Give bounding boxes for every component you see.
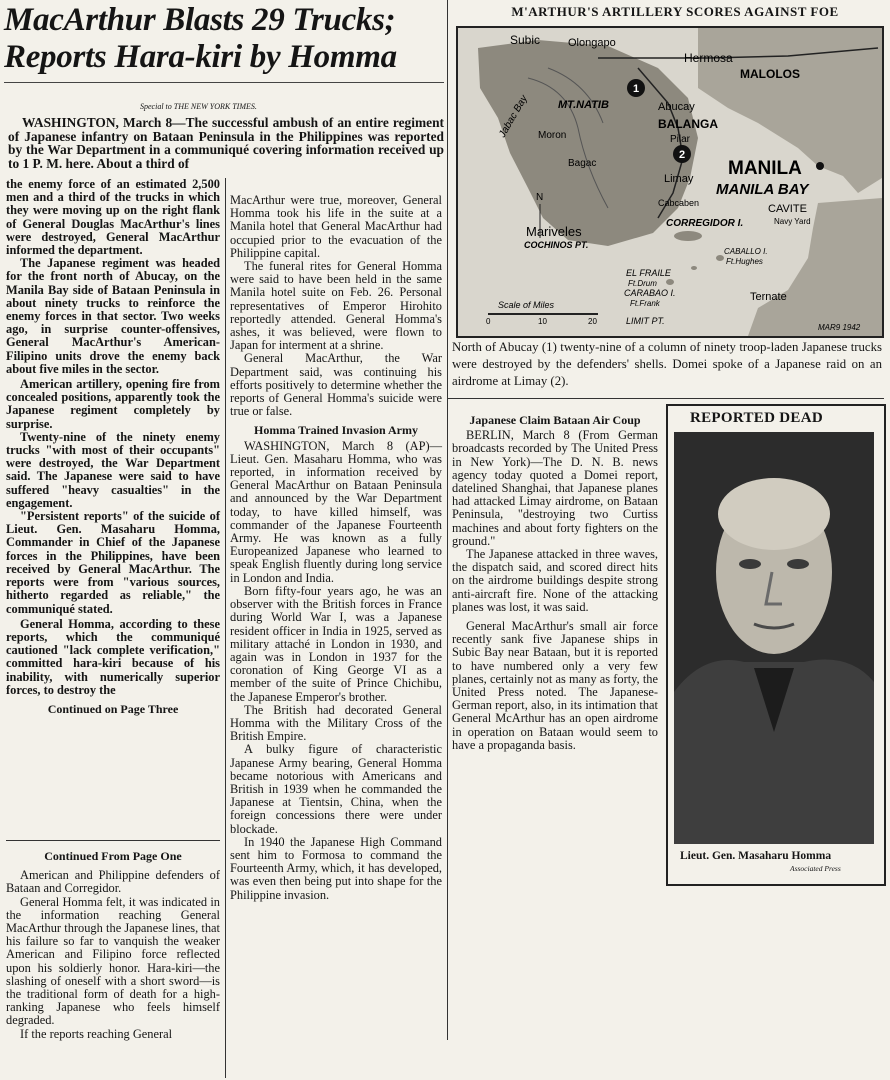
col1-paragraph-7: American and Philippine defenders of Bataan and Corregidor.	[6, 868, 220, 896]
label-bagac: Bagac	[568, 158, 597, 169]
headline-line-1: MacArthur Blasts 29 Trucks;	[4, 2, 396, 38]
special-credit: Special to THE NEW YORK TIMES.	[140, 102, 257, 111]
label-ftdrum: Ft.Drum	[628, 279, 657, 288]
lead-text: —The successful ambush of an entire regiment of Japanese infantry on Bataan Peninsula in the Philippines was reported by the War Department in a communiqué covering information received up to 1 P. M. here. About a third of	[8, 115, 444, 171]
col2-paragraph-4: WASHINGTON, March 8 (AP)—Lieut. Gen. Masaharu Homma, who was reported, in information received by General MacArthur on Bataan Peninsula and announced by the War Department today, to have killed himself, was commander of the Japanese Fourteenth Army. He was known as a fully Europeanized Japanese who learned to speak English fluently during long service in London and India.	[230, 438, 442, 585]
corregidor-island	[674, 231, 702, 241]
right-eye	[787, 559, 809, 569]
col3-paragraph-2: The Japanese attacked in three waves, the dispatch said, and scored direct hits on the airdrome buildings despite strong anti-aircraft fire. None of the attacking planes was lost, it was said.	[452, 547, 658, 614]
photo-caption: Lieut. Gen. Masaharu Homma	[680, 850, 832, 862]
label-subic: Subic	[510, 33, 541, 47]
label-cabcaben: Cabcaben	[658, 198, 700, 208]
col2-paragraph-3: General MacArthur, the War Department said, was continuing his efforts positively to determine whether the reports of General Homma's suicide were true or false.	[230, 351, 442, 419]
label-jabac: Jabac Bay	[497, 93, 530, 140]
marker-1-label: 1	[632, 83, 640, 95]
col2-paragraph-8: In 1940 the Japanese High Command sent him to Formosa to command the Fourteenth Army, which, it has developed, was even then being put into shape for the Philippine invasion.	[230, 834, 442, 902]
column-2	[230, 194, 442, 902]
marker-2-label: 2	[678, 149, 686, 161]
continued-on-label: Continued on Page Three	[47, 701, 179, 716]
label-corregidor: CORREGIDOR I.	[666, 218, 744, 229]
map-caption: North of Abucay (1) twenty-nine of a column of ninety troop-laden Japanese trucks were destroyed by the defenders' shells. Domei spoke of a Japanese raid on an airdrome at Limay (2).	[452, 340, 882, 388]
label-moron: Moron	[538, 130, 567, 141]
label-limay: Limay	[664, 173, 694, 185]
label-north: N	[536, 192, 544, 203]
label-cavite: CAVITE	[768, 203, 807, 215]
label-pilar: Pilar	[670, 134, 691, 145]
label-navy-yard: Navy Yard	[774, 217, 811, 226]
label-mariveles: Mariveles	[526, 224, 582, 239]
label-map-date: MAR9 1942	[818, 323, 861, 332]
portrait-graphic	[674, 432, 874, 844]
scale-tick-0: 0	[486, 317, 491, 326]
label-abucay: Abucay	[658, 101, 695, 113]
col2-paragraph-6: The British had decorated General Homma with the Military Cross of the British Empire.	[230, 702, 442, 744]
photo-credit: Associated Press	[790, 864, 841, 873]
headline-rule	[4, 82, 444, 83]
label-olongapo: Olongapo	[568, 37, 616, 49]
label-ternate: Ternate	[750, 291, 787, 303]
col1-paragraph-3: American artillery, opening fire from concealed positions, apparently took the Japanese regiment completely by surprise.	[6, 377, 220, 431]
col1-paragraph-8: General Homma felt, it was indicated in the information reaching General MacArthur through the Japanese lines, that his failure so far to vanquish the weaker American and Filipino force reflected upon his soldierly honor. Hara-kiri—the slashing of oneself with a short sword—is the traditional form of death for a high-ranking Japanese who feels himself degraded.	[6, 894, 220, 1028]
column-1-top	[6, 178, 220, 718]
label-scale: Scale of Miles	[498, 300, 555, 310]
homma-portrait	[674, 432, 874, 844]
scale-tick-20: 20	[588, 317, 597, 326]
label-hermosa: Hermosa	[684, 51, 733, 65]
label-ftfrank: Ft.Frank	[630, 299, 660, 308]
column-1-bottom	[6, 848, 220, 1041]
col1-paragraph-1: the enemy force of an estimated 2,500 men and a third of the trucks in which they were moving up on the right flank of General Douglas MacArthur's lines were destroyed, General MacArthur informed the department.	[6, 177, 220, 258]
head-top	[718, 478, 830, 550]
left-eye	[739, 559, 761, 569]
map-title: M'ARTHUR'S ARTILLERY SCORES AGAINST FOE	[511, 4, 839, 19]
map-bottom-rule	[448, 398, 884, 399]
label-natib: MT.NATIB	[558, 99, 609, 111]
col2-subhead: Homma Trained Invasion Army	[254, 423, 418, 438]
manila-dot	[816, 162, 824, 170]
caballo-island	[716, 255, 724, 261]
col3-paragraph-3: General MacArthur's small air force recently sank five Japanese ships in Subic Bay near Bataan, but it is reported to have numbered only a very few planes, certainly not as many as forty, the United Press noted. The Japanese-German report, also, in its intimation that General McArthur has an open airdrome in operation on Bataan would seem to have a propaganda basis.	[452, 619, 658, 752]
continued-from-label: Continued From Page One	[44, 849, 182, 863]
lead-paragraph	[8, 116, 444, 170]
label-cochinos: COCHINOS PT.	[524, 240, 589, 250]
map-graphic	[458, 28, 882, 336]
photo-title: REPORTED DEAD	[690, 410, 823, 426]
column-divider-1	[225, 178, 226, 1078]
col1-paragraph-2: The Japanese regiment was headed for the front north of Abucay, on the Manila Bay side of Bataan Peninsula in about ninety trucks to reinforce the enemy forces in that sector. Two weeks ago, in surprise counter-offensives, General MacArthur's American-Filipino units drove the enemy back about five miles in the sector.	[6, 256, 220, 376]
col1-paragraph-5: "Persistent reports" of the suicide of Lieut. Gen. Masaharu Homma, Commander in Chief of the Japanese forces in the Philippines, have been received by General MacArthur. The reports were from "various sources, hitherto regarded as reliable," the communiqué stated.	[6, 509, 220, 616]
label-balanga: BALANGA	[658, 117, 718, 131]
label-limitpt: LIMIT PT.	[626, 316, 665, 326]
lead-dateline: WASHINGTON, March 8	[22, 115, 173, 130]
label-caballo: CABALLO I.	[724, 247, 768, 256]
carabao-island	[666, 279, 674, 285]
col2-paragraph-7: A bulky figure of characteristic Japanese Army bearing, General Homma became notorious with Americans and British in 1939 when he commanded the Japanese at Tientsin, China, when the foreign concessions there were under blockade.	[230, 742, 442, 836]
jump-rule	[6, 840, 220, 841]
column-divider-2	[447, 0, 448, 1040]
label-fthughes: Ft.Hughes	[726, 257, 763, 266]
col2-paragraph-1: MacArthur were true, moreover, General Homma took his life in the suite at a Manila hotel that General MacArthur had occupied prior to the evacuation of the Philippine capital.	[230, 193, 442, 260]
col2-paragraph-2: The funeral rites for General Homma were said to have been held in the same Manila hotel suite on Feb. 26. Personal representatives of Emperor Hirohito reportedly attended. General Homma's ashes, it was believed, were flown to Japan for interment at a shrine.	[230, 259, 442, 353]
col1-paragraph-4: Twenty-nine of the ninety enemy trucks "with most of their occupants" were destroyed, the War Department said. The Japanese were said to have suffered "heavy casualties" in the engagement.	[6, 429, 220, 510]
label-malolos: MALOLOS	[740, 67, 800, 81]
col3-paragraph-1: BERLIN, March 8 (From German broadcasts recorded by The United Press in New York)—The D. N. B. news agency today quoted a Domei report, datelined Shanghai, that Japanese planes had attacked Limay airdrome, on Bataan Peninsula, "destroying two Curtiss machines and about forty fighters on the ground."	[452, 428, 658, 548]
label-elfraile: EL FRAILE	[626, 268, 671, 278]
label-manila: MANILA	[728, 158, 802, 179]
col1-paragraph-6: General Homma, according to these reports, which the communiqué cautioned "lack complete verification," committed hara-kiri because of his inability, with numerically superior forces, to destroy the	[6, 616, 220, 697]
label-manila-bay: MANILA BAY	[716, 181, 809, 198]
el-fraile-island	[691, 266, 697, 270]
col1-paragraph-9: If the reports reaching General	[20, 1026, 173, 1041]
headline	[4, 2, 444, 76]
scale-tick-10: 10	[538, 317, 547, 326]
column-3	[452, 412, 658, 752]
label-carabao: CARABAO I.	[624, 288, 676, 298]
headline-line-2: Reports Hara-kiri by Homma	[4, 39, 397, 75]
col3-subhead: Japanese Claim Bataan Air Coup	[469, 413, 641, 427]
col2-paragraph-5: Born fifty-four years ago, he was an observer with the British forces in France during World War I, was a Japanese resident officer in India in 1925, served as military attaché in London in 1930, and again was in London in 1937 for the coronation of King George VI as a member of the suite of Prince Chichibu, the Japanese Emperor's brother.	[230, 583, 442, 704]
bataan-map	[456, 26, 884, 338]
